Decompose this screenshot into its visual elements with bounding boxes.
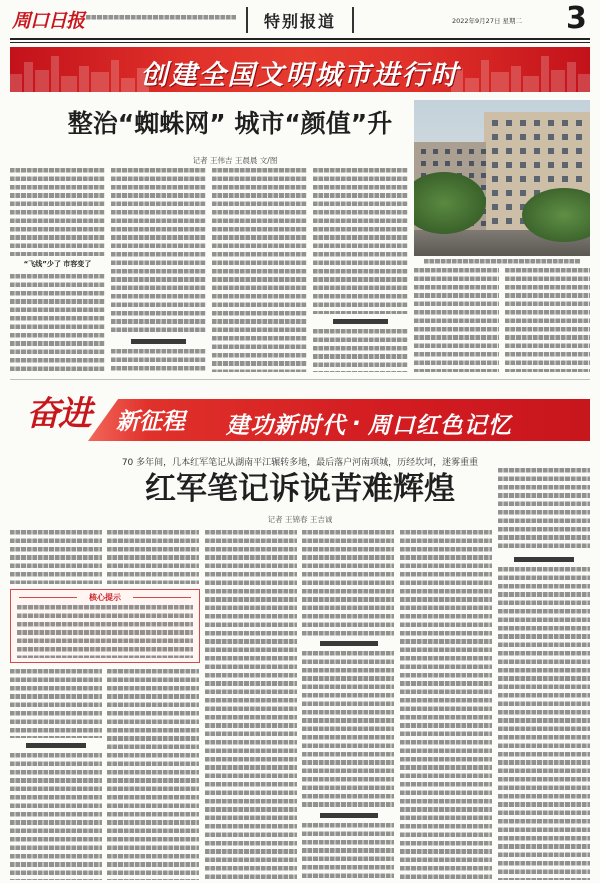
section-title: 特别报道 bbox=[246, 7, 354, 33]
series-banner-separator: · bbox=[352, 410, 362, 437]
article-1-headline: 整治“蜘蛛网” 城市“颜值”升 bbox=[67, 109, 393, 138]
subheading bbox=[320, 813, 378, 818]
subheading bbox=[26, 743, 86, 748]
body-text bbox=[302, 651, 394, 808]
series-banner-part-2: 建功新时代 bbox=[226, 413, 346, 439]
subheading bbox=[131, 339, 186, 344]
campaign-banner bbox=[10, 47, 590, 92]
series-banner-part-3: 周口红色记忆 bbox=[367, 413, 512, 439]
subheading bbox=[320, 641, 378, 646]
body-text bbox=[313, 329, 408, 372]
article-1-photo bbox=[414, 100, 590, 256]
core-tip-text bbox=[17, 605, 193, 658]
core-tip-box bbox=[10, 589, 200, 663]
body-text bbox=[498, 468, 590, 552]
body-text bbox=[400, 530, 492, 880]
body-text bbox=[302, 823, 394, 880]
body-text bbox=[10, 753, 102, 880]
body-text bbox=[212, 168, 307, 372]
body-text bbox=[302, 530, 394, 636]
issue-date: 2022年9月27日 星期二 bbox=[452, 17, 523, 25]
subheading bbox=[333, 319, 388, 324]
masthead-rule-thin bbox=[10, 42, 590, 43]
body-text bbox=[10, 168, 105, 256]
body-text bbox=[313, 168, 408, 314]
article-1-byline: 记者 王伟吉 王晨晨 文/图 bbox=[192, 156, 278, 165]
body-text bbox=[414, 268, 499, 372]
body-text bbox=[107, 530, 199, 584]
article-2-headline: 红军笔记诉说苦难辉煌 bbox=[145, 471, 455, 507]
article-2-deck: 70 多年间，几本红军笔记从湖南平江辗转多地，最后落户河南项城，历经坎坷，迷雾重重 bbox=[121, 458, 479, 468]
body-text bbox=[205, 530, 297, 880]
body-text bbox=[505, 268, 590, 372]
core-tip-title: 核心提示 bbox=[89, 593, 121, 602]
campaign-banner-title: 创建全国文明城市进行时 bbox=[140, 60, 460, 91]
series-banner-calligraphy: 奋进 bbox=[26, 394, 90, 434]
core-tip-rule bbox=[133, 597, 191, 598]
masthead-rule bbox=[10, 38, 590, 40]
article-1-subheading: “飞线”少了 市容变了 bbox=[23, 260, 92, 268]
subheading bbox=[514, 557, 574, 562]
series-banner-title bbox=[226, 407, 512, 440]
body-text bbox=[111, 349, 206, 372]
page-number: 3 bbox=[566, 1, 587, 36]
body-text bbox=[107, 669, 199, 880]
article-2-byline: 记者 王锦春 王吉诚 bbox=[267, 515, 333, 524]
body-text bbox=[111, 168, 206, 334]
body-text bbox=[10, 530, 102, 584]
editor-credits-line bbox=[86, 15, 236, 20]
body-text bbox=[10, 274, 105, 372]
body-text bbox=[498, 567, 590, 880]
photo-caption bbox=[424, 259, 580, 264]
newspaper-logo: 周口日报 bbox=[12, 10, 85, 32]
section-divider bbox=[10, 379, 590, 380]
body-text bbox=[10, 669, 102, 738]
series-banner-part-1: 新征程 bbox=[116, 408, 185, 435]
